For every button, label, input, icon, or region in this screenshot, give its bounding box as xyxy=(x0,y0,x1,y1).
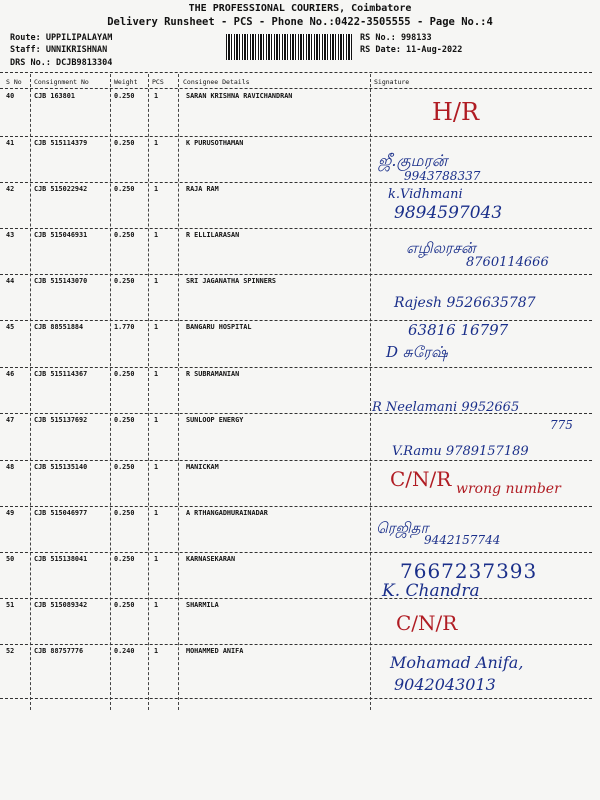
signature-name: Rajesh 9526635787 xyxy=(394,295,536,311)
row-sno: 41 xyxy=(6,139,15,147)
row-weight: 0.250 xyxy=(114,231,135,239)
col-signature-header: Signature xyxy=(374,78,410,86)
row-pcs: 1 xyxy=(154,92,159,100)
row-pcs: 1 xyxy=(154,139,159,147)
row-consignee: MOHAMMED ANIFA xyxy=(186,647,244,655)
row-consignment: CJB 515114367 xyxy=(34,370,88,378)
signature-phone: 9943788337 xyxy=(404,169,481,183)
row-consignment: CJB 515022942 xyxy=(34,185,88,193)
row-consignee: K PURUSOTHAMAN xyxy=(186,139,244,147)
row-consignment: CJB 515046977 xyxy=(34,509,88,517)
row-pcs: 1 xyxy=(154,277,159,285)
row-weight: 0.250 xyxy=(114,601,135,609)
rs-date: RS Date: 11-Aug-2022 xyxy=(360,45,463,55)
row-weight: 0.240 xyxy=(114,647,135,655)
table-row xyxy=(0,275,592,321)
row-pcs: 1 xyxy=(154,601,159,609)
row-sno: 50 xyxy=(6,555,15,563)
signature-phone: 7667237393 xyxy=(400,559,538,583)
row-pcs: 1 xyxy=(154,185,159,193)
signature-remark: C/N/R xyxy=(390,467,452,491)
signature-name: k.Vidhmani xyxy=(388,187,463,202)
row-consignment: CJB 88757776 xyxy=(34,647,84,655)
row-sno: 52 xyxy=(6,647,15,655)
row-consignee: BANGARU HOSPITAL xyxy=(186,323,252,331)
signature-phone: 9042043013 xyxy=(394,675,496,694)
signature-name: V.Ramu 9789157189 xyxy=(392,444,529,459)
row-sno: 45 xyxy=(6,323,15,331)
staff-label: Staff: UNNIKRISHNAN xyxy=(10,45,108,55)
row-consignment: CJB 515137692 xyxy=(34,416,88,424)
row-pcs: 1 xyxy=(154,370,159,378)
signature-name: R Neelamani 9952665 xyxy=(372,400,520,415)
company-title: THE PROFESSIONAL COURIERS, Coimbatore xyxy=(188,3,412,14)
row-weight: 0.250 xyxy=(114,370,135,378)
runsheet-subtitle: Delivery Runsheet - PCS - Phone No.:0422-3505555 - Page No.:4 xyxy=(107,16,493,28)
table-row xyxy=(0,414,592,460)
row-sno: 47 xyxy=(6,416,15,424)
row-consignee: R ELLILARASAN xyxy=(186,231,240,239)
row-consignment: CJB 88551884 xyxy=(34,323,84,331)
row-pcs: 1 xyxy=(154,416,159,424)
table-top-rule xyxy=(0,72,592,73)
table-row xyxy=(0,90,592,136)
row-pcs: 1 xyxy=(154,647,159,655)
row-consignment: CJB 515135140 xyxy=(34,463,88,471)
table-row xyxy=(0,553,592,599)
signature-name: ரெஜிதா xyxy=(376,519,429,537)
signature-name: Mohamad Anifa, xyxy=(390,653,524,672)
drs-number: DRS No.: DCJB9813304 xyxy=(10,58,113,68)
table-row xyxy=(0,229,592,275)
row-consignee: MANICKAM xyxy=(186,463,219,471)
row-sno: 51 xyxy=(6,601,15,609)
row-consignment: CJB 163801 xyxy=(34,92,75,100)
row-sno: 42 xyxy=(6,185,15,193)
table-row xyxy=(0,645,592,694)
table-row xyxy=(0,507,592,553)
row-consignee: SARAN KRISHNA RAVICHANDRAN xyxy=(186,92,293,100)
row-weight: 0.250 xyxy=(114,277,135,285)
table-row xyxy=(0,183,592,229)
row-consignment: CJB 515089342 xyxy=(34,601,88,609)
row-pcs: 1 xyxy=(154,463,159,471)
row-sno: 44 xyxy=(6,277,15,285)
col-pcs-header: PCS xyxy=(152,78,164,86)
row-pcs: 1 xyxy=(154,555,159,563)
row-consignment: CJB 515046931 xyxy=(34,231,88,239)
signature-note: wrong number xyxy=(456,481,561,497)
row-consignee: SUNLOOP ENERGY xyxy=(186,416,244,424)
row-pcs: 1 xyxy=(154,509,159,517)
signature-phone-tail: 775 xyxy=(550,418,573,432)
col-weight-header: Weight xyxy=(114,78,138,86)
col-sno-header: S No xyxy=(6,78,22,86)
row-weight: 0.250 xyxy=(114,416,135,424)
row-weight: 0.250 xyxy=(114,463,135,471)
row-consignment: CJB 515143070 xyxy=(34,277,88,285)
row-sno: 48 xyxy=(6,463,15,471)
row-weight: 0.250 xyxy=(114,139,135,147)
barcode xyxy=(226,34,352,60)
signature-name: K. Chandra xyxy=(382,581,480,601)
row-consignee: SRI JAGANATHA SPINNERS xyxy=(186,277,277,285)
route-label: Route: UPPILIPALAYAM xyxy=(10,33,113,43)
signature-phone: 8760114666 xyxy=(466,255,549,270)
table-row xyxy=(0,461,592,507)
row-consignee: A RTHANGADHURAINADAR xyxy=(186,509,268,517)
signature-phone: 9894597043 xyxy=(394,203,503,223)
table-row xyxy=(0,321,592,367)
signature-phone: 9442157744 xyxy=(424,533,501,547)
signature-name: D சுரேஷ் xyxy=(386,343,448,361)
row-weight: 1.770 xyxy=(114,323,135,331)
rs-number: RS No.: 998133 xyxy=(360,33,432,43)
table-row xyxy=(0,368,592,414)
signature-remark: C/N/R xyxy=(396,611,458,635)
signature-remark: H/R xyxy=(432,98,480,126)
row-sno: 43 xyxy=(6,231,15,239)
signature-phone: 63816 16797 xyxy=(408,321,509,339)
row-consignment: CJB 515138041 xyxy=(34,555,88,563)
table-row xyxy=(0,599,592,645)
row-consignee: R SUBRAMANIAN xyxy=(186,370,240,378)
signature-name: எழிலரசன் xyxy=(406,239,476,257)
row-pcs: 1 xyxy=(154,323,159,331)
table-row xyxy=(0,137,592,183)
row-weight: 0.250 xyxy=(114,509,135,517)
row-sno: 49 xyxy=(6,509,15,517)
row-weight: 0.250 xyxy=(114,185,135,193)
row-divider xyxy=(0,698,592,699)
signature-name: ஜீ.குமரன் xyxy=(378,151,448,170)
row-consignee: KARNASEKARAN xyxy=(186,555,236,563)
header-rule xyxy=(0,88,592,89)
row-weight: 0.250 xyxy=(114,92,135,100)
row-consignment: CJB 515114379 xyxy=(34,139,88,147)
col-consignee-header: Consignee Details xyxy=(183,78,250,86)
row-sno: 40 xyxy=(6,92,15,100)
row-consignee: RAJA RAM xyxy=(186,185,219,193)
col-consignment-header: Consignment No xyxy=(34,78,89,86)
row-sno: 46 xyxy=(6,370,15,378)
row-consignee: SHARMILA xyxy=(186,601,219,609)
row-weight: 0.250 xyxy=(114,555,135,563)
row-pcs: 1 xyxy=(154,231,159,239)
